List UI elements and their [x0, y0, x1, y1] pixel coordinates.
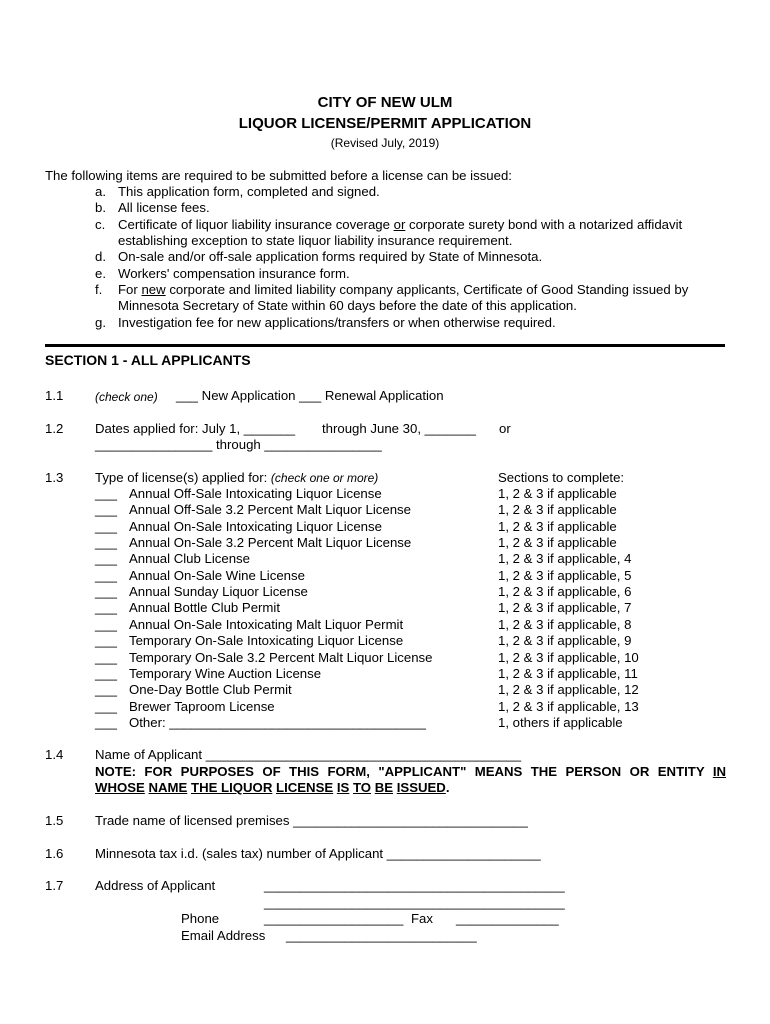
note-to: TO	[352, 780, 372, 795]
section-divider	[45, 344, 725, 347]
license-checkbox-blank[interactable]: ___	[95, 633, 118, 648]
license-name: One-Day Bottle Club Permit	[129, 682, 292, 697]
license-name: Annual Sunday Liquor License	[129, 584, 308, 599]
intro-item-d: On-sale and/or off-sale application forms required by State of Minnesota.	[118, 249, 543, 264]
license-sections: 1, 2 & 3 if applicable	[498, 486, 617, 501]
note-plain: NOTE: FOR PURPOSES OF THIS FORM, "APPLICANT" MEANS THE PERSON OR ENTITY	[95, 764, 713, 779]
license-name: Annual Club License	[129, 551, 250, 566]
q1-5-number: 1.5	[45, 813, 64, 828]
phone-label: Phone	[181, 911, 220, 926]
intro-item-g: Investigation fee for new applications/transfers or when otherwise required.	[118, 315, 556, 330]
q1-3-hint: (check one or more)	[270, 471, 379, 485]
note-end: .	[445, 780, 450, 795]
email-label: Email Address	[181, 928, 266, 943]
applicant-name-field[interactable]: Name of Applicant ___________________________________________	[95, 747, 522, 762]
section1-heading: SECTION 1 - ALL APPLICANTS	[45, 352, 251, 368]
q1-2-dates-through[interactable]: through June 30, _______	[322, 421, 476, 436]
license-checkbox-blank[interactable]: ___	[95, 617, 118, 632]
intro-item-c-underlined: or	[393, 217, 406, 232]
license-sections: 1, others if applicable	[498, 715, 623, 730]
intro-item-f-underlined: new	[141, 282, 166, 297]
applicant-note-line1	[95, 764, 726, 780]
q1-3-label-text: Type of license(s) applied for:	[95, 470, 271, 485]
doc-title-line2: LIQUOR LICENSE/PERMIT APPLICATION	[238, 115, 532, 132]
license-checkbox-blank[interactable]: ___	[95, 502, 118, 517]
license-sections: 1, 2 & 3 if applicable, 12	[498, 682, 639, 697]
license-checkbox-blank[interactable]: ___	[95, 519, 118, 534]
q1-3-label	[95, 470, 378, 486]
q1-2-alt-dates[interactable]: ________________ through ________________	[95, 437, 382, 452]
license-checkbox-blank[interactable]: ___	[95, 715, 118, 730]
intro-item-a: This application form, completed and signed.	[118, 184, 380, 199]
license-sections: 1, 2 & 3 if applicable	[498, 519, 617, 534]
intro-item-c	[118, 217, 682, 233]
note-license: LICENSE	[276, 780, 334, 795]
license-checkbox-blank[interactable]: ___	[95, 584, 118, 599]
intro-letter-g: g.	[95, 315, 106, 330]
fax-label: Fax	[411, 911, 433, 926]
tax-id-field[interactable]: Minnesota tax i.d. (sales tax) number of Applicant _____________________	[95, 846, 541, 861]
intro-item-f-post: corporate and limited liability company applicants, Certificate of Good Standing issued by	[165, 282, 689, 297]
license-sections: 1, 2 & 3 if applicable, 5	[498, 568, 632, 583]
q1-2-or: or	[499, 421, 511, 436]
license-checkbox-blank[interactable]: ___	[95, 551, 118, 566]
q1-1-hint: (check one)	[95, 390, 158, 404]
note-is: IS	[336, 780, 350, 795]
intro-letter-b: b.	[95, 200, 106, 215]
intro-item-c-cont: establishing exception to state liquor liability insurance requirement.	[118, 233, 513, 248]
sections-header: Sections to complete:	[498, 470, 625, 485]
license-checkbox-blank[interactable]: ___	[95, 568, 118, 583]
intro-item-f-pre: For	[118, 282, 142, 297]
note-whose: WHOSE	[95, 780, 145, 795]
license-name: Annual On-Sale Wine License	[129, 568, 305, 583]
note-be: BE	[374, 780, 394, 795]
fax-field[interactable]: ______________	[456, 911, 559, 926]
license-name: Temporary On-Sale Intoxicating Liquor License	[129, 633, 404, 648]
intro-letter-d: d.	[95, 249, 106, 264]
license-sections: 1, 2 & 3 if applicable	[498, 502, 617, 517]
license-sections: 1, 2 & 3 if applicable, 4	[498, 551, 632, 566]
intro-item-f	[118, 282, 688, 298]
address-line2[interactable]: _________________________________________	[264, 895, 565, 910]
intro-item-b: All license fees.	[118, 200, 210, 215]
intro-letter-e: e.	[95, 266, 106, 281]
doc-title-line1: CITY OF NEW ULM	[317, 94, 453, 111]
q1-2-dates-from[interactable]: Dates applied for: July 1, _______	[95, 421, 296, 436]
license-checkbox-blank[interactable]: ___	[95, 699, 118, 714]
intro-item-c-post: corporate surety bond with a notarized affidavit	[405, 217, 683, 232]
q1-6-number: 1.6	[45, 846, 64, 861]
note-in: IN	[712, 764, 726, 779]
license-name: Temporary Wine Auction License	[129, 666, 322, 681]
license-sections: 1, 2 & 3 if applicable, 6	[498, 584, 632, 599]
license-checkbox-blank[interactable]: ___	[95, 600, 118, 615]
q1-4-number: 1.4	[45, 747, 64, 762]
intro-item-e: Workers' compensation insurance form.	[118, 266, 350, 281]
phone-field[interactable]: ___________________	[264, 911, 404, 926]
license-checkbox-blank[interactable]: ___	[95, 666, 118, 681]
license-name: Annual Off-Sale Intoxicating Liquor License	[129, 486, 382, 501]
license-sections: 1, 2 & 3 if applicable	[498, 535, 617, 550]
trade-name-field[interactable]: Trade name of licensed premises ________________________________	[95, 813, 528, 828]
license-sections: 1, 2 & 3 if applicable, 7	[498, 600, 632, 615]
intro-letter-a: a.	[95, 184, 106, 199]
license-checkbox-blank[interactable]: ___	[95, 682, 118, 697]
license-name: Annual Bottle Club Permit	[129, 600, 280, 615]
license-name: Other: ___________________________________	[129, 715, 427, 730]
intro-item-c-pre: Certificate of liquor liability insurance coverage	[118, 217, 394, 232]
license-sections: 1, 2 & 3 if applicable, 8	[498, 617, 632, 632]
address-line1[interactable]: _________________________________________	[264, 878, 565, 893]
license-sections: 1, 2 & 3 if applicable, 9	[498, 633, 632, 648]
license-checkbox-blank[interactable]: ___	[95, 486, 118, 501]
q1-7-number: 1.7	[45, 878, 64, 893]
license-name: Annual On-Sale Intoxicating Liquor License	[129, 519, 382, 534]
q1-1-application-type[interactable]: ___ New Application ___ Renewal Application	[176, 388, 444, 403]
intro-lead: The following items are required to be submitted before a license can be issued:	[45, 168, 512, 183]
intro-item-f-cont: Minnesota Secretary of State within 60 days before the date of this application.	[118, 298, 577, 313]
address-label: Address of Applicant	[95, 878, 216, 893]
note-the-liquor: THE LIQUOR	[191, 780, 273, 795]
license-checkbox-blank[interactable]: ___	[95, 535, 118, 550]
note-issued: ISSUED	[396, 780, 446, 795]
q1-1-number: 1.1	[45, 388, 64, 403]
note-name: NAME	[148, 780, 188, 795]
intro-letter-c: c.	[95, 217, 106, 232]
license-name: Temporary On-Sale 3.2 Percent Malt Liquor License	[129, 650, 433, 665]
license-checkbox-blank[interactable]: ___	[95, 650, 118, 665]
license-name: Brewer Taproom License	[129, 699, 275, 714]
intro-letter-f: f.	[95, 282, 103, 297]
license-sections: 1, 2 & 3 if applicable, 10	[498, 650, 639, 665]
q1-2-number: 1.2	[45, 421, 64, 436]
applicant-note-line2	[95, 780, 450, 796]
license-sections: 1, 2 & 3 if applicable, 13	[498, 699, 639, 714]
email-field[interactable]: __________________________	[286, 928, 477, 943]
q1-3-number: 1.3	[45, 470, 64, 485]
license-name: Annual On-Sale 3.2 Percent Malt Liquor License	[129, 535, 412, 550]
license-name: Annual Off-Sale 3.2 Percent Malt Liquor License	[129, 502, 411, 517]
license-sections: 1, 2 & 3 if applicable, 11	[498, 666, 638, 681]
license-name: Annual On-Sale Intoxicating Malt Liquor Permit	[129, 617, 404, 632]
revised-date: (Revised July, 2019)	[330, 136, 440, 150]
